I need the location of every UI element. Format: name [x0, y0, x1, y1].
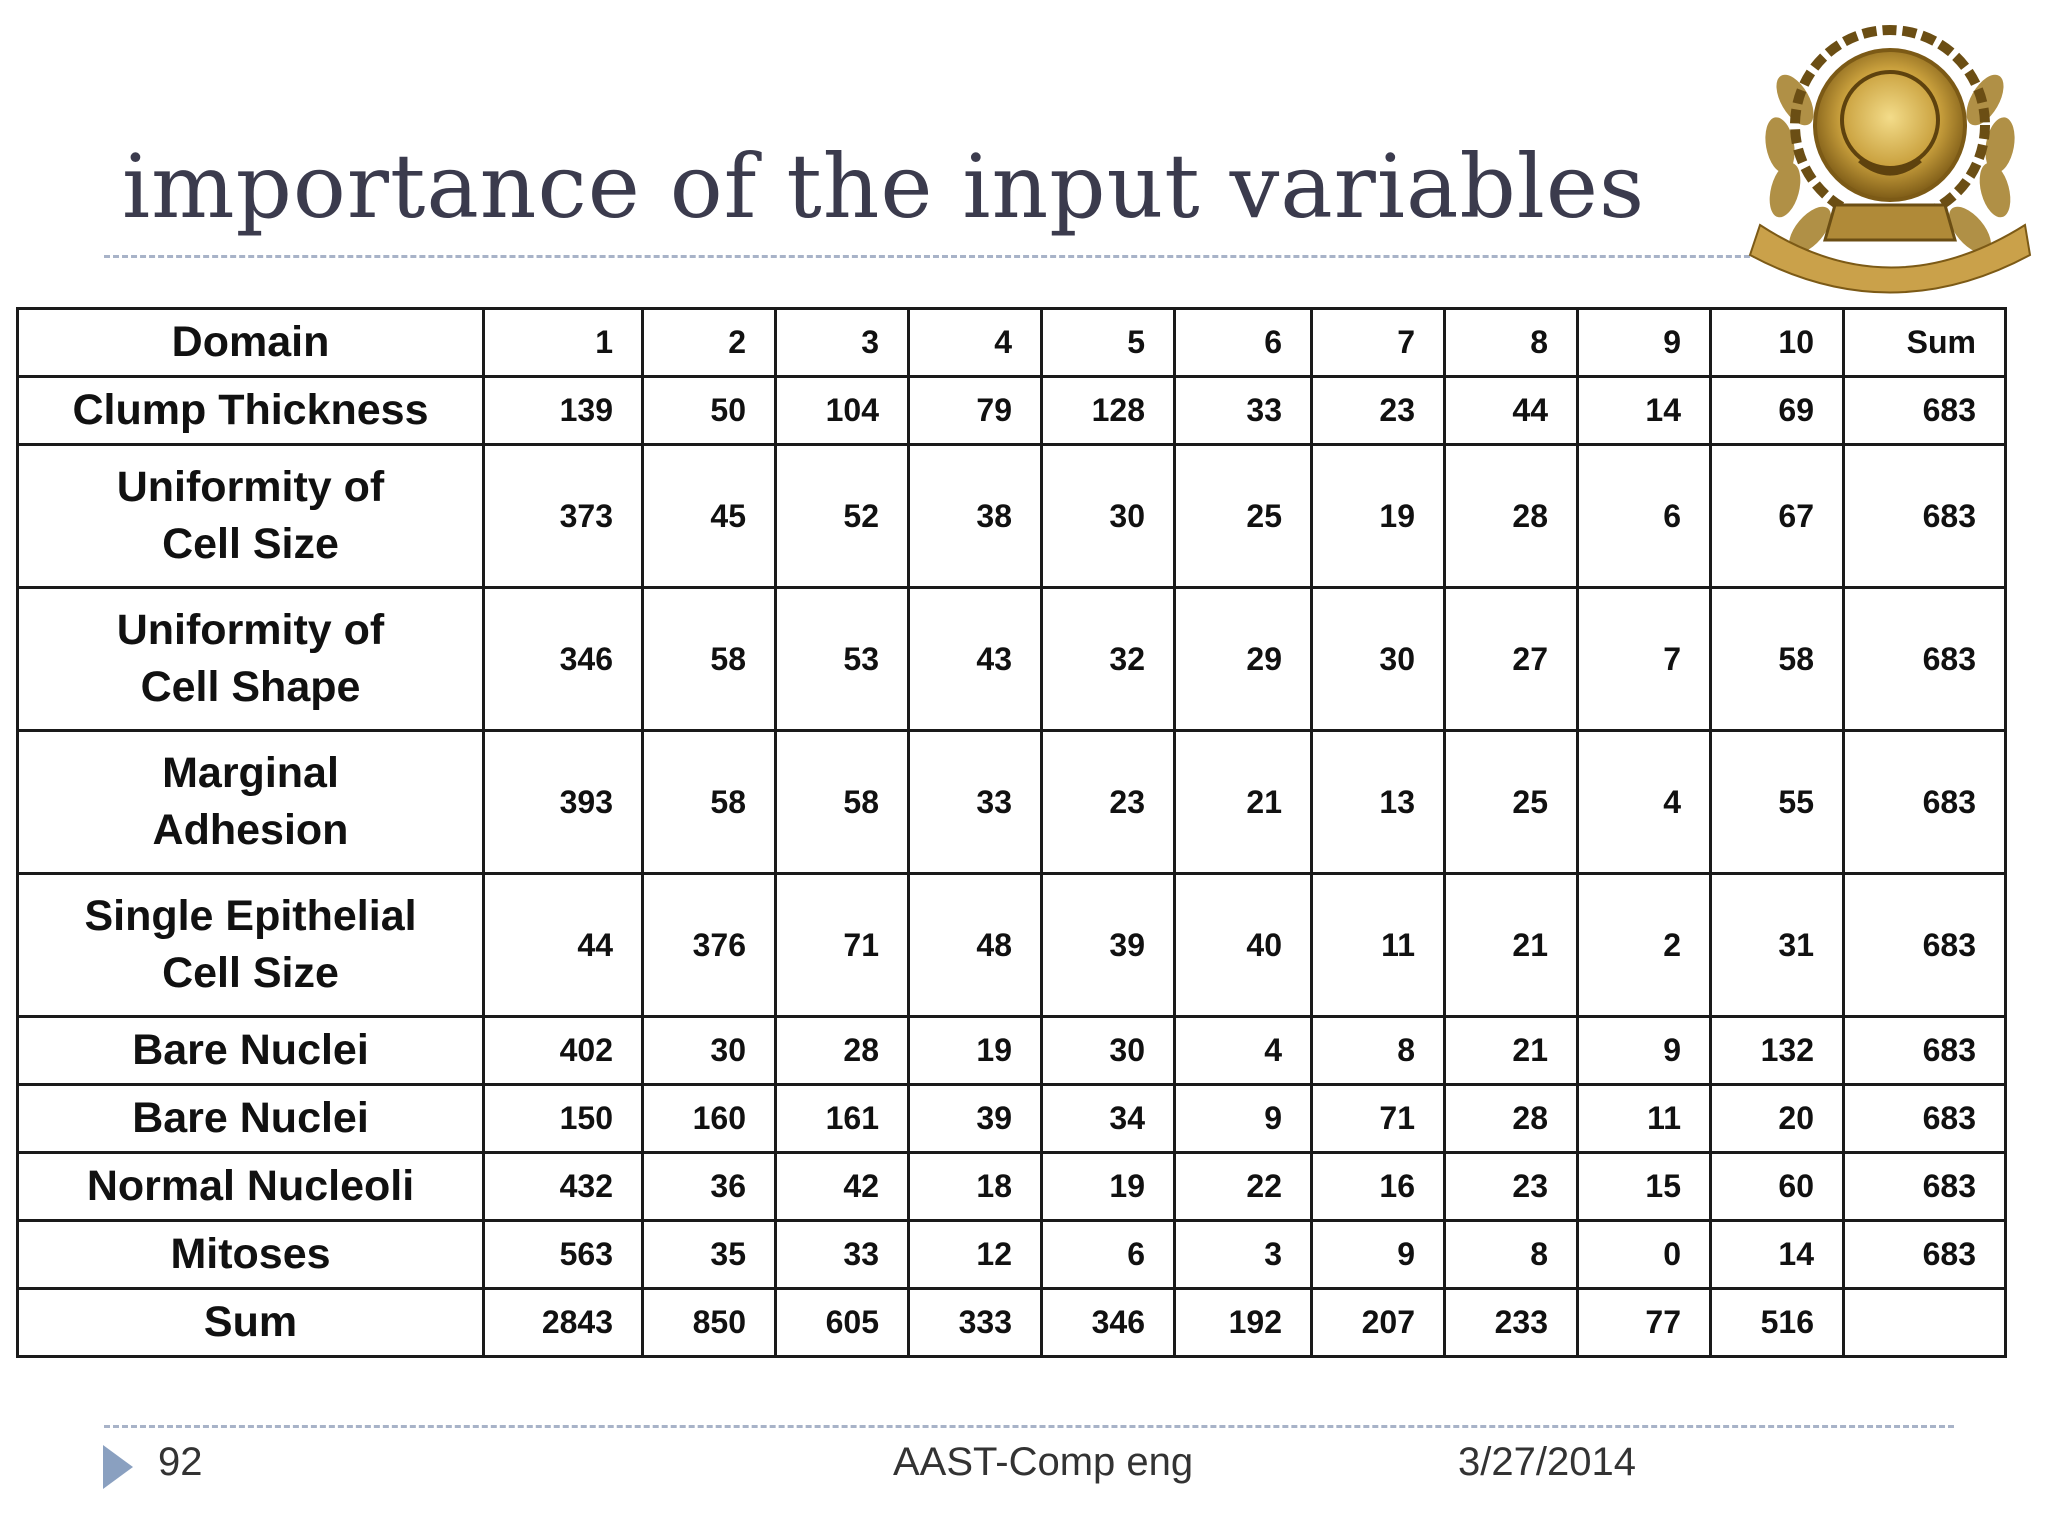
table-cell: 346 — [484, 588, 643, 731]
table-cell: 33 — [909, 731, 1042, 874]
table-cell: 58 — [643, 731, 776, 874]
table-cell: 67 — [1711, 445, 1844, 588]
table-cell: 79 — [909, 377, 1042, 445]
table-cell: 393 — [484, 731, 643, 874]
header-cell-1: 1 — [484, 309, 643, 377]
table-row — [18, 874, 2006, 1017]
footer-date: 3/27/2014 — [1458, 1440, 1636, 1484]
row-label — [18, 445, 484, 588]
table-cell: 207 — [1312, 1289, 1445, 1357]
table-cell: 8 — [1312, 1017, 1445, 1085]
table-cell: 32 — [1042, 588, 1175, 731]
table-cell: 9 — [1578, 1017, 1711, 1085]
table-cell: 58 — [643, 588, 776, 731]
table-cell: 11 — [1312, 874, 1445, 1017]
table-cell: 15 — [1578, 1153, 1711, 1221]
table-cell: 30 — [1042, 1017, 1175, 1085]
table-cell: 71 — [776, 874, 909, 1017]
table-cell: 9 — [1175, 1085, 1312, 1153]
table-cell: 14 — [1711, 1221, 1844, 1289]
slide-number: 92 — [158, 1440, 203, 1484]
table-cell: 19 — [909, 1017, 1042, 1085]
table-cell: 160 — [643, 1085, 776, 1153]
table-cell: 19 — [1042, 1153, 1175, 1221]
table-row — [18, 731, 2006, 874]
row-label-line: Bare Nuclei — [132, 1026, 369, 1074]
row-label — [18, 1221, 484, 1289]
table-cell: 233 — [1445, 1289, 1578, 1357]
table-cell: 77 — [1578, 1289, 1711, 1357]
table-cell: 9 — [1312, 1221, 1445, 1289]
row-label — [18, 588, 484, 731]
row-label-line: Uniformity of — [116, 463, 385, 511]
table-cell: 60 — [1711, 1153, 1844, 1221]
table-cell: 346 — [1042, 1289, 1175, 1357]
table-cell: 373 — [484, 445, 643, 588]
row-label-line: Uniformity of — [116, 606, 385, 654]
footer-organization: AAST-Comp eng — [893, 1440, 1194, 1484]
table-cell: 104 — [776, 377, 909, 445]
table-cell: 58 — [776, 731, 909, 874]
header-cell-10: 10 — [1711, 309, 1844, 377]
table-cell: 30 — [643, 1017, 776, 1085]
table-cell: 58 — [1711, 588, 1844, 731]
table-cell: 683 — [1844, 377, 2006, 445]
header-cell-5: 5 — [1042, 309, 1175, 377]
table-cell: 44 — [484, 874, 643, 1017]
table-cell: 12 — [909, 1221, 1042, 1289]
table-cell: 402 — [484, 1017, 643, 1085]
table-cell: 192 — [1175, 1289, 1312, 1357]
table-cell: 31 — [1711, 874, 1844, 1017]
table-cell: 50 — [643, 377, 776, 445]
table-cell — [1844, 1289, 2006, 1357]
table-cell: 4 — [1175, 1017, 1312, 1085]
table-cell: 683 — [1844, 1085, 2006, 1153]
table-cell: 132 — [1711, 1017, 1844, 1085]
table-cell: 376 — [643, 874, 776, 1017]
table-body — [18, 377, 2006, 1357]
row-label — [18, 731, 484, 874]
table-cell: 38 — [909, 445, 1042, 588]
row-label-line: Normal Nucleoli — [86, 1162, 415, 1210]
table-cell: 30 — [1042, 445, 1175, 588]
table-row — [18, 1017, 2006, 1085]
row-label-line: Clump Thickness — [72, 386, 429, 434]
table-cell: 52 — [776, 445, 909, 588]
table-cell: 14 — [1578, 377, 1711, 445]
table-cell: 21 — [1445, 1017, 1578, 1085]
table-cell: 22 — [1175, 1153, 1312, 1221]
table-cell: 850 — [643, 1289, 776, 1357]
header-cell-domain: Domain — [18, 309, 484, 377]
header-cell-9: 9 — [1578, 309, 1711, 377]
table-cell: 45 — [643, 445, 776, 588]
row-label-line: Single Epithelial — [84, 892, 417, 940]
table-cell: 21 — [1175, 731, 1312, 874]
row-label — [18, 1017, 484, 1085]
table-cell: 0 — [1578, 1221, 1711, 1289]
table-cell: 2 — [1578, 874, 1711, 1017]
table-row — [18, 377, 2006, 445]
table-cell: 40 — [1175, 874, 1312, 1017]
table-cell: 33 — [1175, 377, 1312, 445]
table-cell: 53 — [776, 588, 909, 731]
table-cell: 33 — [776, 1221, 909, 1289]
table-row — [18, 1289, 2006, 1357]
table-row — [18, 1153, 2006, 1221]
table-cell: 29 — [1175, 588, 1312, 731]
row-label-line: Sum — [203, 1298, 298, 1346]
arrow-right-icon — [103, 1445, 133, 1489]
table-cell: 39 — [1042, 874, 1175, 1017]
table-cell: 55 — [1711, 731, 1844, 874]
row-label-line: Marginal — [162, 749, 339, 797]
table-cell: 27 — [1445, 588, 1578, 731]
table-cell: 683 — [1844, 445, 2006, 588]
header-cell-2: 2 — [643, 309, 776, 377]
table-cell: 28 — [776, 1017, 909, 1085]
row-label-line: Cell Size — [162, 949, 339, 997]
row-label — [18, 1153, 484, 1221]
table-cell: 6 — [1042, 1221, 1175, 1289]
table-cell: 25 — [1175, 445, 1312, 588]
table-row — [18, 1085, 2006, 1153]
table-cell: 605 — [776, 1289, 909, 1357]
table-cell: 34 — [1042, 1085, 1175, 1153]
row-label — [18, 1085, 484, 1153]
table-cell: 683 — [1844, 1017, 2006, 1085]
table-cell: 432 — [484, 1153, 643, 1221]
table-cell: 683 — [1844, 874, 2006, 1017]
table-cell: 683 — [1844, 731, 2006, 874]
table-cell: 23 — [1445, 1153, 1578, 1221]
table-cell: 333 — [909, 1289, 1042, 1357]
table-cell: 2843 — [484, 1289, 643, 1357]
table-cell: 7 — [1578, 588, 1711, 731]
slide-title: importance of the input variables — [122, 135, 1646, 238]
table-cell: 23 — [1312, 377, 1445, 445]
table-row — [18, 1221, 2006, 1289]
table-cell: 28 — [1445, 1085, 1578, 1153]
header-cell-sum: Sum — [1844, 309, 2006, 377]
row-label-line: Cell Size — [162, 520, 339, 568]
table-cell: 128 — [1042, 377, 1175, 445]
table-cell: 563 — [484, 1221, 643, 1289]
table-cell: 683 — [1844, 1221, 2006, 1289]
university-emblem-icon — [1740, 10, 2040, 300]
table-cell: 20 — [1711, 1085, 1844, 1153]
row-label — [18, 377, 484, 445]
table-cell: 35 — [643, 1221, 776, 1289]
table-cell: 13 — [1312, 731, 1445, 874]
table-cell: 19 — [1312, 445, 1445, 588]
table-cell: 8 — [1445, 1221, 1578, 1289]
table-cell: 25 — [1445, 731, 1578, 874]
title-divider — [104, 255, 1804, 258]
table-cell: 161 — [776, 1085, 909, 1153]
row-label — [18, 1289, 484, 1357]
table-cell: 139 — [484, 377, 643, 445]
table-cell: 18 — [909, 1153, 1042, 1221]
table-cell: 48 — [909, 874, 1042, 1017]
table-cell: 11 — [1578, 1085, 1711, 1153]
table-cell: 71 — [1312, 1085, 1445, 1153]
row-label-line: Bare Nuclei — [132, 1094, 369, 1142]
table-cell: 21 — [1445, 874, 1578, 1017]
row-label-line: Adhesion — [152, 806, 349, 854]
table-cell: 23 — [1042, 731, 1175, 874]
table-cell: 28 — [1445, 445, 1578, 588]
table-cell: 43 — [909, 588, 1042, 731]
row-label-line: Mitoses — [170, 1230, 331, 1278]
table-cell: 683 — [1844, 1153, 2006, 1221]
table-cell: 39 — [909, 1085, 1042, 1153]
table-cell: 6 — [1578, 445, 1711, 588]
header-cell-7: 7 — [1312, 309, 1445, 377]
header-cell-8: 8 — [1445, 309, 1578, 377]
input-importance-table — [16, 307, 2007, 1358]
footer-divider — [104, 1425, 1954, 1428]
table-cell: 69 — [1711, 377, 1844, 445]
row-label — [18, 874, 484, 1017]
table-row — [18, 588, 2006, 731]
row-label-line: Cell Shape — [140, 663, 361, 711]
table-cell: 42 — [776, 1153, 909, 1221]
table-cell: 4 — [1578, 731, 1711, 874]
header-cell-6: 6 — [1175, 309, 1312, 377]
header-cell-3: 3 — [776, 309, 909, 377]
table-cell: 3 — [1175, 1221, 1312, 1289]
table-cell: 516 — [1711, 1289, 1844, 1357]
table-cell: 150 — [484, 1085, 643, 1153]
table-cell: 683 — [1844, 588, 2006, 731]
table-cell: 44 — [1445, 377, 1578, 445]
table-row — [18, 445, 2006, 588]
header-cell-4: 4 — [909, 309, 1042, 377]
table-cell: 36 — [643, 1153, 776, 1221]
table-cell: 30 — [1312, 588, 1445, 731]
table-cell: 16 — [1312, 1153, 1445, 1221]
header-row — [18, 309, 2006, 377]
